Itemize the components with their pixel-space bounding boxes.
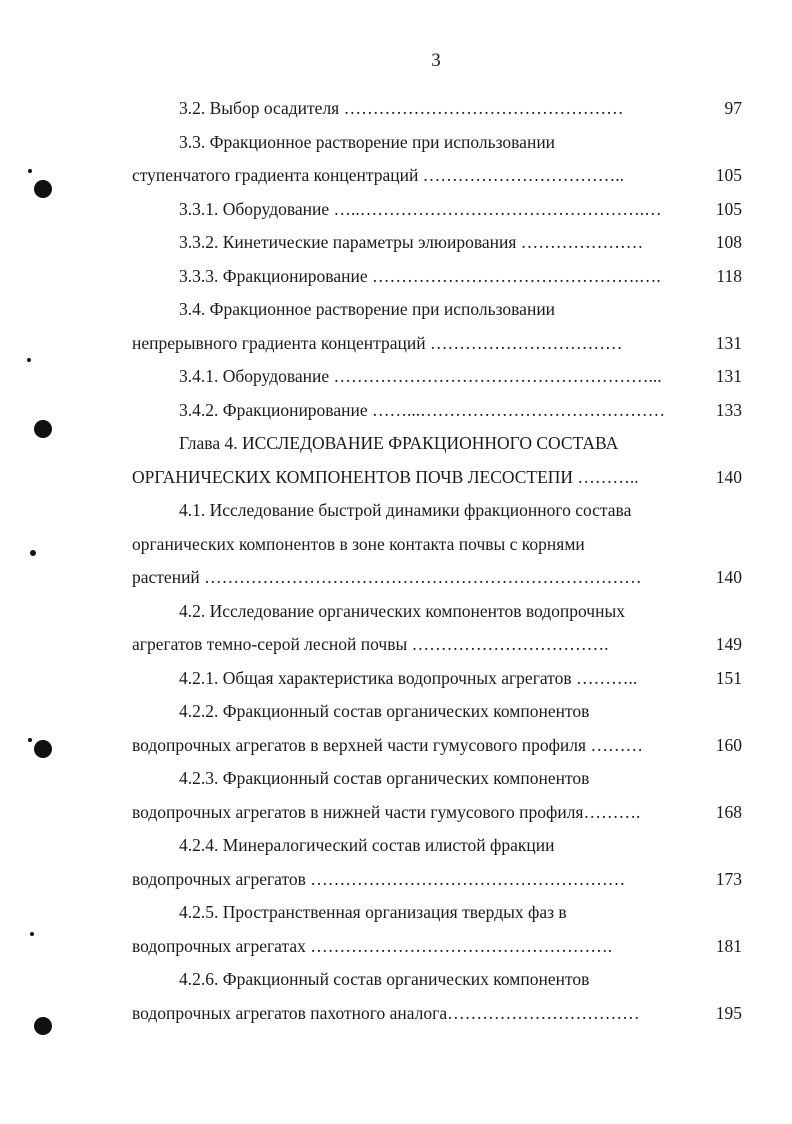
toc-page-number: 118: [716, 265, 742, 286]
toc-line: [132, 729, 742, 763]
toc-entry-text: 4.2.4. Минералогический состав илистой фракции: [179, 835, 555, 855]
toc-entry-text: 3.3. Фракционное растворение при использовании: [179, 131, 556, 152]
toc-page-number: 105: [715, 198, 742, 219]
toc-line: [132, 293, 742, 327]
toc-entry-text: растений …………………………………………………………………: [132, 567, 642, 587]
toc-entry-text: водопрочных агрегатов в нижней части гумусового профиля……….: [132, 801, 641, 822]
toc-line: [132, 159, 742, 193]
toc-page-number: 105: [715, 165, 742, 185]
toc-page-number: 149: [715, 634, 742, 654]
toc-line: [132, 561, 742, 595]
toc-line: [132, 427, 742, 461]
toc-entry-text: 3.2. Выбор осадителя …………………………………………: [179, 98, 624, 118]
toc-entry-text: 3.3.2. Кинетические параметры элюирования …………………: [179, 232, 644, 252]
toc-page-number: 140: [715, 567, 742, 587]
toc-line: [132, 494, 742, 528]
toc-line: [132, 226, 742, 260]
table-of-contents: [132, 92, 742, 1030]
toc-line: [132, 796, 742, 830]
toc-line: [132, 997, 742, 1031]
toc-entry-text: 3.3.1. Оборудование …..………………………………………….…: [179, 198, 662, 219]
toc-entry-text: 3.3.3. Фракционирование ……………………………………….….: [179, 265, 661, 286]
binding-hole: [34, 420, 52, 438]
toc-entry-text: 4.2.3. Фракционный состав органических компонентов: [179, 768, 590, 788]
toc-line: [132, 193, 742, 227]
toc-entry-text: водопрочных агрегатов пахотного аналога……………………………: [132, 1002, 640, 1023]
toc-entry-text: непрерывного градиента концентраций ……………………………: [132, 332, 623, 353]
scan-mark: [30, 550, 36, 556]
toc-line: [132, 461, 742, 495]
toc-entry-text: 4.2.5. Пространственная организация твердых фаз в: [179, 902, 567, 922]
toc-page-number: 97: [724, 98, 742, 118]
toc-line: [132, 829, 742, 863]
toc-entry-text: водопрочных агрегатов в верхней части гумусового профиля ………: [132, 734, 643, 755]
toc-entry-text: органических компонентов в зоне контакта почвы с корнями: [132, 533, 585, 554]
toc-entry-text: 4.1. Исследование быстрой динамики фракционного состава: [179, 500, 632, 520]
toc-entry-text: водопрочных агрегатов ………………………………………………: [132, 868, 626, 889]
toc-line: [132, 327, 742, 361]
toc-line: [132, 595, 742, 629]
toc-line: [132, 930, 742, 964]
toc-line: [132, 394, 742, 428]
toc-line: [132, 528, 742, 562]
scan-mark: [30, 932, 34, 936]
toc-line: [132, 92, 742, 126]
toc-entry-text: 4.2.2. Фракционный состав органических компонентов: [179, 701, 590, 721]
toc-page-number: 160: [715, 734, 742, 755]
toc-line: [132, 662, 742, 696]
toc-line: [132, 260, 742, 294]
binding-hole: [34, 740, 52, 758]
toc-line: [132, 762, 742, 796]
scan-mark: [27, 358, 31, 362]
toc-entry-text: ступенчатого градиента концентраций ……………………………..: [132, 165, 625, 185]
toc-entry-text: 3.4.1. Оборудование ………………………………………………...: [179, 366, 662, 386]
scan-mark: [28, 738, 32, 742]
toc-line: [132, 963, 742, 997]
toc-page-number: 195: [715, 1002, 742, 1023]
toc-page-number: 108: [715, 232, 742, 252]
toc-line: [132, 628, 742, 662]
toc-page-number: 131: [715, 366, 742, 386]
toc-entry-text: 4.2.6. Фракционный состав органических компонентов: [179, 969, 590, 989]
page-number: 3: [431, 50, 441, 71]
toc-line: [132, 360, 742, 394]
toc-entry-text: водопрочных агрегатах …………………………………………….: [132, 935, 613, 956]
toc-line: [132, 695, 742, 729]
toc-entry-text: 3.4.2. Фракционирование ……...……………………………………: [179, 399, 666, 420]
binding-hole: [34, 180, 52, 198]
toc-page-number: 168: [715, 801, 742, 822]
toc-entry-text: 3.4. Фракционное растворение при использовании: [179, 299, 556, 319]
toc-entry-text: агрегатов темно-серой лесной почвы …………………………….: [132, 634, 609, 654]
scan-mark: [28, 169, 32, 173]
toc-entry-text: Глава 4. ИССЛЕДОВАНИЕ ФРАКЦИОННОГО СОСТАВА: [179, 433, 619, 453]
toc-line: [132, 896, 742, 930]
toc-page-number: 131: [715, 332, 742, 353]
toc-line: [132, 863, 742, 897]
toc-page-number: 140: [715, 466, 742, 487]
toc-entry-text: 4.2.1. Общая характеристика водопрочных агрегатов ………..: [179, 667, 638, 688]
toc-entry-text: 4.2. Исследование органических компонентов водопрочных: [179, 600, 625, 621]
toc-page-number: 181: [715, 935, 742, 956]
toc-line: [132, 126, 742, 160]
binding-hole: [34, 1017, 52, 1035]
toc-page-number: 151: [715, 667, 742, 688]
toc-page-number: 133: [715, 399, 742, 420]
toc-entry-text: ОРГАНИЧЕСКИХ КОМПОНЕНТОВ ПОЧВ ЛЕСОСТЕПИ ………..: [132, 466, 639, 487]
toc-page-number: 173: [715, 868, 742, 889]
